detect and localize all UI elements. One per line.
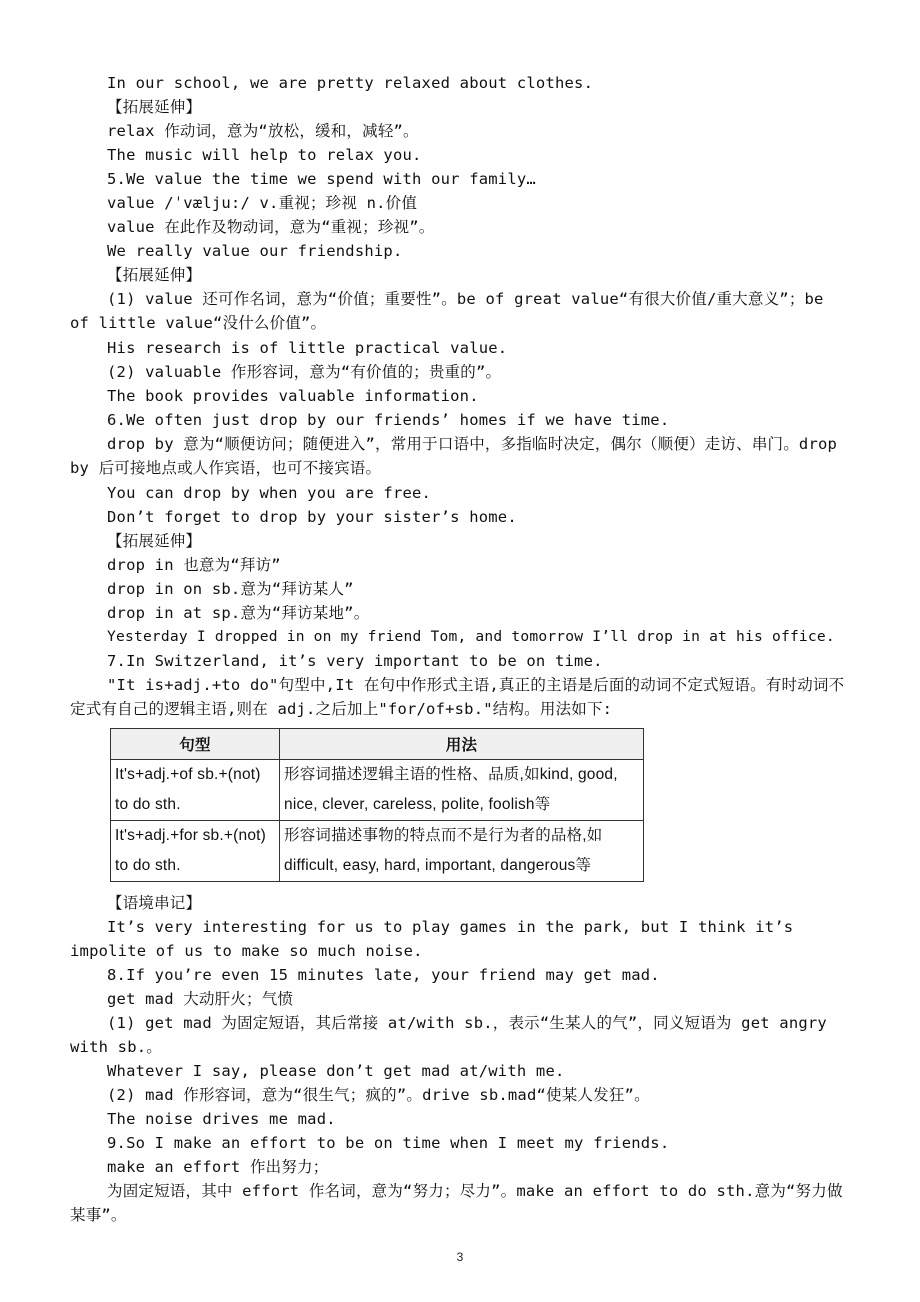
table-row bbox=[111, 821, 644, 882]
table-header-cell: 用法 bbox=[280, 729, 644, 760]
text-line: relax 作动词，意为“放松，缓和，减轻”。 bbox=[107, 122, 419, 140]
paragraph: drop by 意为“顺便访问；随便进入”，常用于口语中，多指临时决定，偶尔（顺便）走访、串门。drop by 后可接地点或人作宾语，也可不接宾语。 bbox=[70, 435, 838, 477]
paragraph: It’s very interesting for us to play games in the park, but I think it’s impolite of us to make so much noise. bbox=[70, 918, 794, 960]
text-line: drop in on sb.意为“拜访某人” bbox=[107, 580, 354, 598]
section-heading: 【拓展延伸】 bbox=[107, 532, 202, 550]
text-line: get mad 大动肝火；气愤 bbox=[107, 990, 294, 1008]
table-cell-pattern: It's+adj.+of sb.+(not) to do sth. bbox=[111, 760, 280, 821]
paragraph: (1) get mad 为固定短语，其后常接 at/with sb.，表示“生某人的气”，同义短语为 get angry with sb.。 bbox=[70, 1014, 827, 1056]
table-header-row bbox=[111, 729, 644, 760]
text-line: drop in 也意为“拜访” bbox=[107, 556, 281, 574]
section-heading: 【语境串记】 bbox=[107, 894, 202, 912]
text-line: (2) mad 作形容词，意为“很生气；疯的”。drive sb.mad“使某人发狂”。 bbox=[107, 1086, 650, 1104]
text-line: In our school, we are pretty relaxed about clothes. bbox=[107, 74, 594, 92]
point-heading: 6.We often just drop by our friends’ homes if we have time. bbox=[107, 411, 670, 429]
point-heading: 9.So I make an effort to be on time when I meet my friends. bbox=[107, 1134, 670, 1152]
section-heading: 【拓展延伸】 bbox=[107, 98, 202, 116]
example-sentence: Don’t forget to drop by your sister’s home. bbox=[107, 508, 517, 526]
table-cell-pattern: It's+adj.+for sb.+(not) to do sth. bbox=[111, 821, 280, 882]
point-heading: 7.In Switzerland, it’s very important to be on time. bbox=[107, 652, 603, 670]
page-number: 3 bbox=[456, 1250, 464, 1264]
example-sentence: We really value our friendship. bbox=[107, 242, 403, 260]
table-row bbox=[111, 760, 644, 821]
paragraph: (1) value 还可作名词，意为“价值；重要性”。be of great value“有很大价值/重大意义”；be of little value“没什么价值”。 bbox=[70, 290, 824, 332]
example-sentence: Whatever I say, please don’t get mad at/with me. bbox=[107, 1062, 565, 1080]
example-sentence: His research is of little practical value. bbox=[107, 339, 508, 357]
example-sentence: The book provides valuable information. bbox=[107, 387, 479, 405]
text-line: value /ˈvælju:/ v.重视；珍视 n.价值 bbox=[107, 194, 418, 212]
example-sentence: You can drop by when you are free. bbox=[107, 484, 432, 502]
table-header-cell: 句型 bbox=[111, 729, 280, 760]
example-sentence: The noise drives me mad. bbox=[107, 1110, 336, 1128]
section-heading: 【拓展延伸】 bbox=[107, 266, 202, 284]
text-line: make an effort 作出努力； bbox=[107, 1158, 329, 1176]
paragraph: 为固定短语，其中 effort 作名词，意为“努力；尽力”。make an effort to do sth.意为“努力做某事”。 bbox=[70, 1182, 843, 1224]
point-heading: 8.If you’re even 15 minutes late, your friend may get mad. bbox=[107, 966, 660, 984]
table-cell-usage: 形容词描述逻辑主语的性格、品质,如kind, good, nice, clever, careless, polite, foolish等 bbox=[280, 760, 644, 821]
example-sentence: Yesterday I dropped in on my friend Tom, and tomorrow I’ll drop in at his office. bbox=[107, 628, 835, 645]
point-heading: 5.We value the time we spend with our family… bbox=[107, 170, 536, 188]
usage-table bbox=[110, 728, 644, 882]
example-sentence: The music will help to relax you. bbox=[107, 146, 422, 164]
text-line: value 在此作及物动词，意为“重视；珍视”。 bbox=[107, 218, 435, 236]
text-line: drop in at sp.意为“拜访某地”。 bbox=[107, 604, 370, 622]
paragraph: "It is+adj.+to do"句型中,It 在句中作形式主语,真正的主语是后面的动词不定式短语。有时动词不定式有自己的逻辑主语,则在 adj.之后加上"for/of+sb."结构。用法如下: bbox=[70, 676, 845, 718]
table-cell-usage: 形容词描述事物的特点而不是行为者的品格,如difficult, easy, hard, important, dangerous等 bbox=[280, 821, 644, 882]
text-line: (2) valuable 作形容词，意为“有价值的；贵重的”。 bbox=[107, 363, 502, 381]
